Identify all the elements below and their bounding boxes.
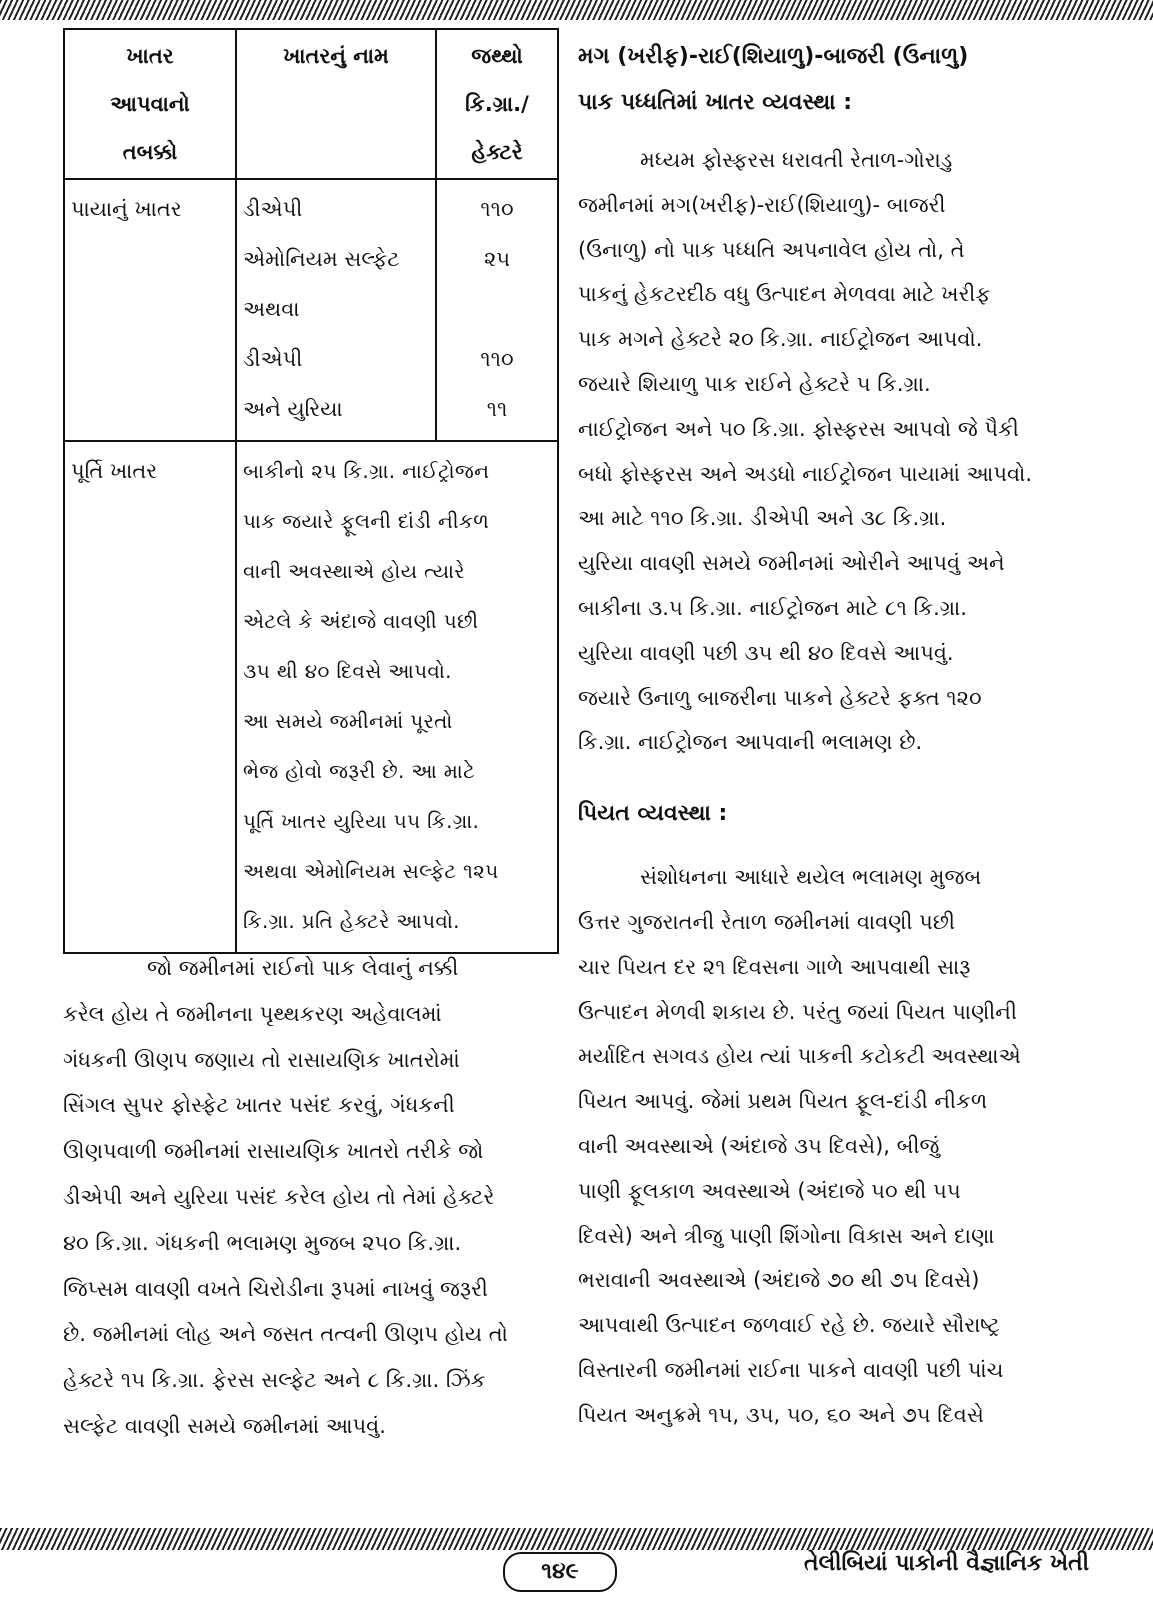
table-row — [64, 441, 558, 953]
fertilizer-paragraph: મધ્યમ ફોસ્ફરસ ધરાવતી રેતાળ-ગોરાડુ જમીનમાં મગ(ખરીફ)-રાઈ(શિયાળુ)- બાજરી (ઉનાળુ) નો પાક પધ્ધતિ અપનાવેલ હોય તો, તે પાકનું હેકટરદીઠ વધુ ઉત્પાદન મેળવવા માટે ખરીફ પાક મગને હેક્ટરે ૨૦ કિ.ગ્રા. નાઈટ્રોજન આપવો. જયારે શિયાળુ પાક રાઈને હેક્ટરે ૫ કિ.ગ્રા. નાઈટ્રોજન અને ૫૦ કિ.ગ્રા. ફોસ્ફરસ આપવો જે પૈકી બધો ફોસ્ફરસ અને અડધો નાઈટ્રોજન પાયામાં આપવો. આ માટે ૧૧૦ કિ.ગ્રા. ડીએપી અને ૩૮ કિ.ગ્રા. યુરિયા વાવણી સમયે જમીનમાં ઓરીને આપવું અને બાકીના ૩.૫ કિ.ગ્રા. નાઈટ્રોજન માટે ૮૧ કિ.ગ્રા. યુરિયા વાવણી પછી ૩૫ થી ૪૦ દિવસે આપવું. જયારે ઉનાળુ બાજરીના પાકને હેક્ટરે ફક્ત ૧૨૦ કિ.ગ્રા. નાઈટ્રોજન આપવાની ભલામણ છે. — [578, 148, 1033, 755]
header-qty: જથ્થો કિ.ગ્રા./ હેક્ટરે — [436, 29, 558, 179]
header-stage: ખાતર આપવાનો તબક્કો — [64, 29, 236, 179]
heading-irrigation: પિયત વ્યવસ્થા : — [578, 801, 728, 827]
topdress-stage: પૂર્તિ ખાતર — [64, 441, 236, 953]
heading-fertilizer: મગ (ખરીફ)-રાઈ(શિયાળુ)-બાજરી (ઉનાળુ) — [578, 44, 969, 69]
book-title: તેલીબિયાં પાકોની વૈજ્ઞાનિક ખેતી — [804, 1551, 1089, 1576]
header-name: ખાતરનું નામ — [236, 29, 436, 179]
table-header-row — [64, 29, 558, 179]
page-number: ૧૪૯ — [503, 1552, 617, 1592]
fertilizer-table — [63, 28, 559, 954]
bottom-border — [0, 1528, 1153, 1550]
basal-stage: પાયાનું ખાતર — [64, 179, 236, 441]
basal-names: ડીએપી એમોનિયમ સલ્ફેટ અથવા ડીએપી અને યુરિયા — [236, 179, 436, 441]
basal-qty: ૧૧૦ ૨૫ ૧૧૦ ૧૧ — [436, 179, 558, 441]
table-row — [64, 179, 558, 441]
heading-fertilizer-2: પાક પધ્ધતિમાં ખાતર વ્યવસ્થા : — [578, 90, 853, 115]
right-column — [578, 34, 1068, 1438]
left-paragraph: જો જમીનમાં રાઈનો પાક લેવાનું નક્કી કરેલ હોય તે જમીનના પૃથ્થકરણ અહેવાલમાં ગંધકની ઊણપ જણાય તો રાસાયણિક ખાતરોમાં સિંગલ સુપર ફોસ્ફેટ ખાતર પસંદ કરવું, ગંધકની ઊણપવાળી જમીનમાં રાસાયણિક ખાતરો તરીકે જો ડીએપી અને યુરિયા પસંદ કરેલ હોય તો તેમાં હેક્ટરે ૪૦ કિ.ગ્રા. ગંધકની ભલામણ મુજબ ૨૫૦ કિ.ગ્રા. જિપ્સમ વાવણી વખતે ચિરોડીના રૂપમાં નાખવું જરૂરી છે. જમીનમાં લોહ અને જસત તત્વની ઊણપ હોય તો હેક્ટરે ૧૫ કિ.ગ્રા. ફેરસ સલ્ફેટ અને ૮ કિ.ગ્રા. ઝિંક સલ્ફેટ વાવણી સમયે જમીનમાં આપવું. — [63, 956, 508, 1438]
topdress-details: બાકીનો ૨૫ કિ.ગ્રા. નાઈટ્રોજન પાક જયારે ફૂલની દાંડી નીકળ વાની અવસ્થાએ હોય ત્યારે એટલે કે અંદાજે વાવણી પછી ૩૫ થી ૪૦ દિવસે આપવો. આ સમયે જમીનમાં પૂરતો ભેજ હોવો જરૂરી છે. આ માટે પૂર્તિ ખાતર યુરિયા ૫૫ કિ.ગ્રા. અથવા એમોનિયમ સલ્ફેટ ૧૨૫ કિ.ગ્રા. પ્રતિ હેક્ટરે આપવો. — [236, 441, 558, 953]
top-border — [0, 0, 1153, 20]
irrigation-paragraph: સંશોધનના આધારે થયેલ ભલામણ મુજબ ઉત્તર ગુજરાતની રેતાળ જમીનમાં વાવણી પછી ચાર પિયત દર ૨૧ દિવસના ગાળે આપવાથી સારૂ ઉત્પાદન મેળવી શકાય છે. પરંતુ જયાં પિયત પાણીની મર્યાદિત સગવડ હોય ત્યાં પાકની કટોકટી અવસ્થાએ પિયત આપવું. જેમાં પ્રથમ પિયત ફૂલ-દાંડી નીકળ વાની અવસ્થાએ (અંદાજે ૩૫ દિવસે), બીજું પાણી ફૂલકાળ અવસ્થાએ (અંદાજે ૫૦ થી ૫૫ દિવસે) અને ત્રીજુ પાણી શિંગોના વિકાસ અને દાણા ભરાવાની અવસ્થાએ (અંદાજે ૭૦ થી ૭૫ દિવસે) આપવાથી ઉત્પાદન જળવાઈ રહે છે. જયારે સૌરાષ્ટ્ર વિસ્તારની જમીનમાં રાઈના પાકને વાવણી પછી પાંચ પિયત અનુક્રમે ૧૫, ૩૫, ૫૦, ૬૦ અને ૭૫ દિવસે — [578, 865, 1021, 1427]
